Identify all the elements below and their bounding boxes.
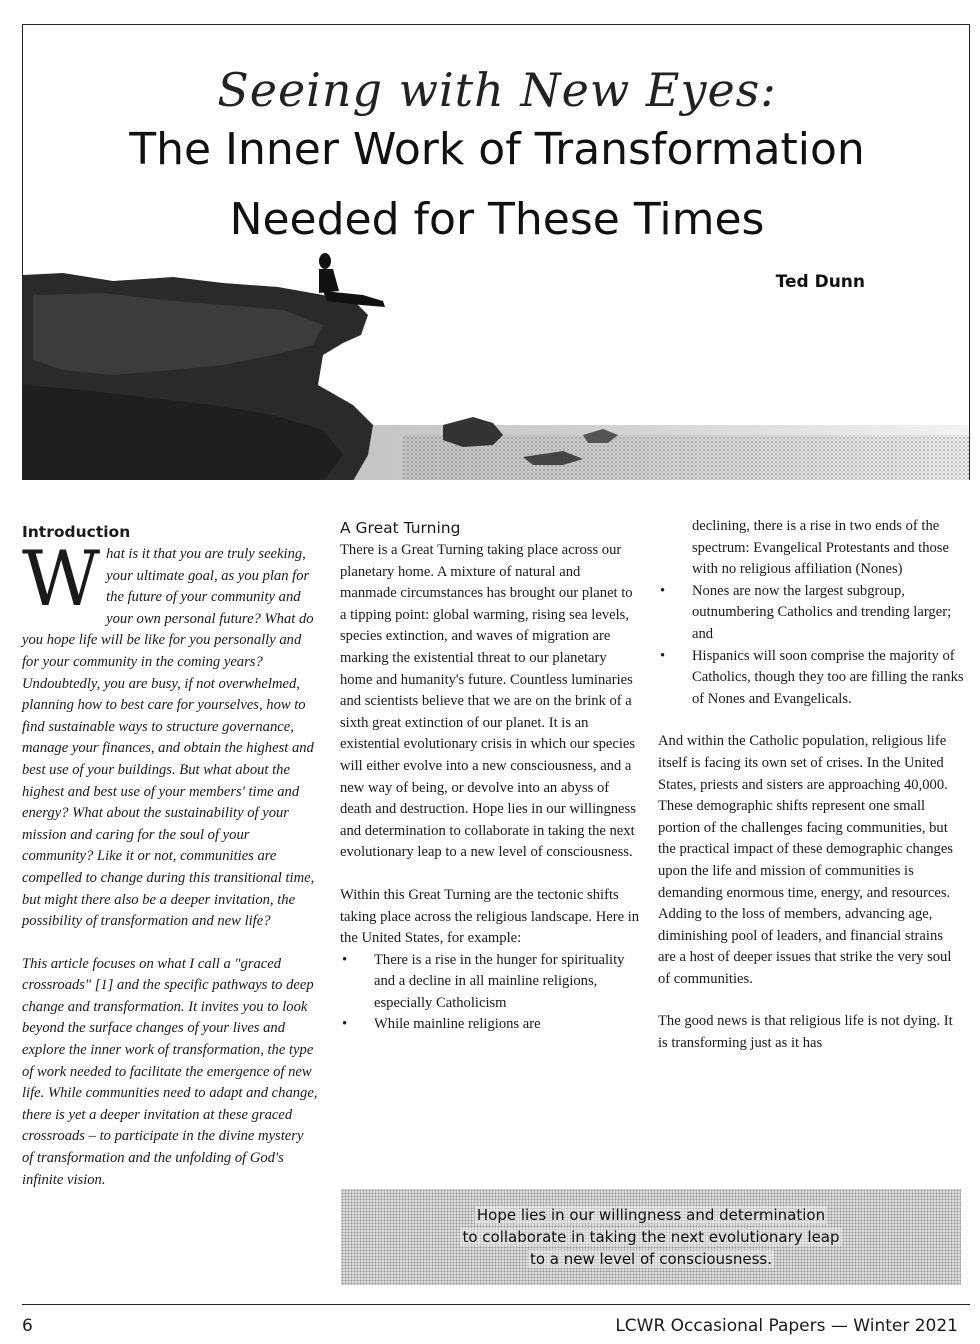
column-continuation — [658, 516, 964, 1055]
intro-paragraph-2: This article focuses on what I call a "graced crossroads" [1] and the specific pathways to deep change and transformation. It invites you to look beyond the surface changes of your lives and explore the inner work of transformation, the type of work needed to facilitate the emergence of new life. While communities need to adapt and change, there is yet a deeper invitation at these graced crossroads – to participate in the divine mystery of transformation and the unfolding of God's infinite vision. — [22, 955, 318, 1188]
article-title-line1: The Inner Work of Transformation — [129, 124, 865, 175]
header-banner — [22, 24, 970, 480]
list-item: • While mainline religions are — [340, 1014, 640, 1036]
intro-paragraph-1 — [22, 534, 318, 933]
bullet-list — [340, 950, 640, 1036]
good-news-paragraph: The good news is that religious life is not dying. It is transforming just as it has — [658, 1013, 953, 1052]
journal-name: LCWR Occasional Papers — Winter 2021 — [615, 1316, 958, 1336]
great-turning-paragraph-1: There is a Great Turning taking place across our planetary home. A mixture of natural and manmade circumstances has brought our planet to a tipping point: global warming, rising sea levels, species extinction, and waves of migration are marking the existential threat to our planetary home and humanity's future. Countless luminaries and scientists believe that we are on the brink of a sixth great extinction of our planet. It is an existential evolutionary crisis in which our species will either evolve into a new consciousness, and a new way of being, or devolve into an abyss of death and destruction. Hope lies in our willingness and determination to collaborate in taking the next evolutionary leap to a new level of consciousness. — [340, 542, 636, 861]
list-item: • There is a rise in the hunger for spirituality and a decline in all mainline religions, especially Catholicism — [340, 950, 640, 1015]
section-heading-introduction: Introduction — [22, 523, 131, 541]
pull-quote-box — [341, 1189, 961, 1285]
bullet-continuation: declining, there is a rise in two ends of the spectrum: Evangelical Protestants and those with no religious affiliation (Nones) — [692, 518, 949, 578]
footer-divider — [22, 1304, 970, 1305]
pull-quote-line1: Hope lies in our willingness and determination — [476, 1206, 826, 1224]
column-introduction — [22, 520, 318, 1191]
catholic-population-paragraph: And within the Catholic population, religious life itself is facing its own set of crises. In the United States, priests and sisters are approaching 40,000. These demographic shifts represent one small portion of the challenges facing communities, but the practical impact of these demographic changes upon the life and mission of communities is demanding enormous time, energy, and resources. Adding to the loss of members, advancing age, diminishing pool of leaders, and financial strains are a host of deeper issues that strike the very soul of communities. — [658, 733, 953, 987]
seated-person-figure — [319, 253, 385, 307]
page-number: 6 — [22, 1316, 33, 1336]
pull-quote-line2: to collaborate in taking the next evolutionary leap — [462, 1228, 840, 1246]
intro-paragraph-1-text: hat is it that you are truly seeking, your ultimate goal, as you plan for the future of your community and your own personal future? What do you hope life will be like for you personally and for your community in the coming years? Undoubtedly, you are busy, if not overwhelmed, planning how to best care for yourselves, how to find sustainable ways to structure governance, manage your finances, and obtain the highest and best use of your buildings. But what about the highest and best use of your members' time and energy? What about the sustainability of your mission and caring for the soul of your community? Like it or not, communities are compelled to change during this transitional time, but might there also be a deeper invitation, the possibility of transformation and new life? — [22, 546, 315, 930]
author-name: Ted Dunn — [775, 272, 865, 292]
list-item: • Hispanics will soon comprise the majority of Catholics, though they too are filling the ranks of Nones and Evangelicals. — [658, 646, 964, 711]
column-great-turning — [340, 516, 640, 1036]
drop-cap: W — [22, 534, 101, 623]
article-title-line2: Needed for These Times — [229, 194, 765, 245]
list-item: • Nones are now the largest subgroup, outnumbering Catholics and trending larger; and — [658, 581, 964, 646]
script-title: Seeing with New Eyes: — [217, 63, 777, 117]
great-turning-paragraph-2: Within this Great Turning are the tectonic shifts taking place across the religious landscape. Here in the United States, for example: — [340, 886, 640, 947]
section-heading-great-turning: A Great Turning — [340, 519, 461, 537]
pull-quote-line3: to a new level of consciousness. — [529, 1250, 772, 1268]
bullet-list — [658, 581, 964, 711]
